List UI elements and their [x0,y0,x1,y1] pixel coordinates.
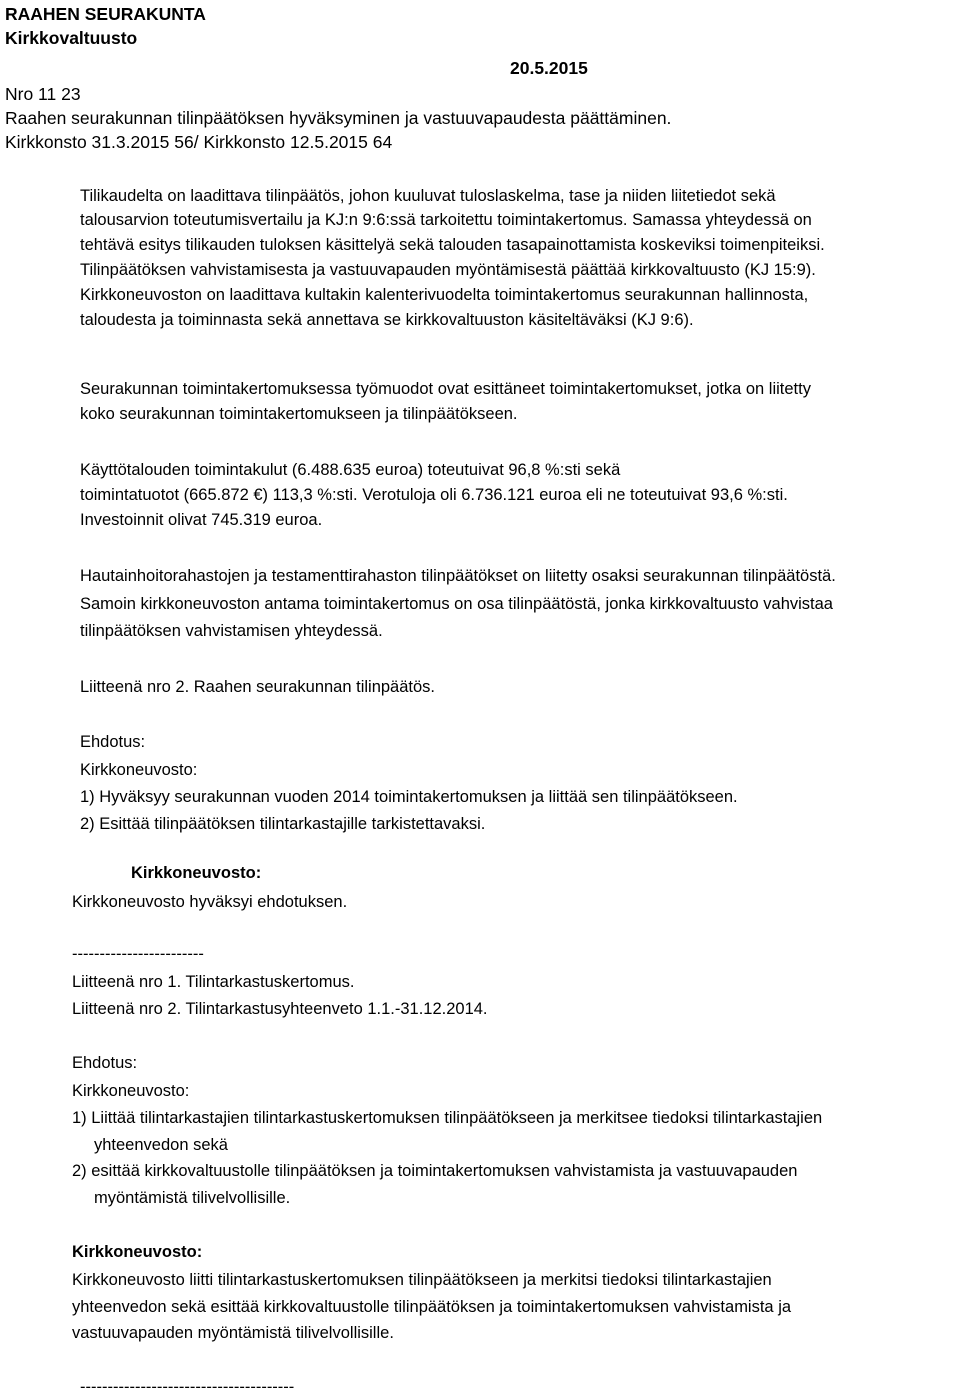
proposal-item: 2) Esittää tilinpäätöksen tilintarkastajille tarkistettavaksi. [80,815,486,833]
decision-text: vastuuvapauden myöntämistä tilivelvollisille. [72,1324,394,1342]
paragraph-line: Hautainhoitorahastojen ja testamenttirahaston tilinpäätökset on liitetty osaksi seurakunnan tilinpäätöstä. [80,567,836,585]
paragraph-line: Investoinnit olivat 745.319 euroa. [80,511,323,529]
proposal-item: 1) Liittää tilintarkastajien tilintarkastuskertomuksen tilinpäätökseen ja merkitsee tiedoksi tilintarkastajien [72,1109,823,1127]
attachment-line: Liitteenä nro 2. Raahen seurakunnan tilinpäätös. [80,678,435,696]
proposal-by: Kirkkoneuvosto: [80,761,198,779]
paragraph-line: tehtävä esitys tilikauden tuloksen käsittelyä sekä talouden tasapainottamista koskeviksi toimenpiteiksi. [80,236,825,254]
separator: ------------------------ [72,945,204,963]
paragraph-line: Kirkkoneuvoston on laadittava kultakin kalenterivuodelta toimintakertomus seurakunnan hallinnosta, [80,286,809,304]
paragraph-line: Samoin kirkkoneuvoston antama toimintakertomus on osa tilinpäätöstä, jonka kirkkovaltuusto vahvistaa [80,595,833,613]
decision-heading: Kirkkoneuvosto: [72,1243,203,1261]
proposal-item: 2) esittää kirkkovaltuustolle tilinpäätöksen ja toimintakertomuksen vahvistamista ja vastuuvapauden [72,1162,798,1180]
paragraph-line: Käyttötalouden toimintakulut (6.488.635 euroa) toteutuivat 96,8 %:sti sekä [80,461,621,479]
decision-text: Kirkkoneuvosto liitti tilintarkastuskertomuksen tilinpäätökseen ja merkitsi tiedoksi tilintarkastajien [72,1271,772,1289]
item-number: Nro 11 23 [5,84,81,104]
paragraph-line: taloudesta ja toiminnasta sekä annettava se kirkkovaltuuston käsiteltäväksi (KJ 9:6). [80,311,694,329]
meeting-body: Kirkkovaltuusto [5,28,138,48]
proposal-item: myöntämistä tilivelvollisille. [94,1189,291,1207]
decision-text: Kirkkoneuvosto hyväksyi ehdotuksen. [72,893,348,911]
proposal-heading: Ehdotus: [72,1054,138,1072]
paragraph-line: talousarvion toteutumisvertailu ja KJ:n 9:6:ssä tarkoitettu toimintakertomus. Samassa yhteydessä on [80,211,812,229]
decision-heading: Kirkkoneuvosto: [131,864,262,882]
separator: --------------------------------------- [80,1378,295,1396]
item-subject: Raahen seurakunnan tilinpäätöksen hyväksyminen ja vastuuvapaudesta päättäminen. [5,108,672,128]
paragraph-line: Seurakunnan toimintakertomuksessa työmuodot ovat esittäneet toimintakertomukset, jotka on liitetty [80,380,811,398]
proposal-item: yhteenvedon sekä [94,1136,228,1154]
item-references: Kirkkonsto 31.3.2015 56/ Kirkkonsto 12.5.2015 64 [5,132,393,152]
paragraph-line: toimintatuotot (665.872 €) 113,3 %:sti. Verotuloja oli 6.736.121 euroa eli ne toteutuivat 93,6 %:sti. [80,486,788,504]
proposal-item: 1) Hyväksyy seurakunnan vuoden 2014 toimintakertomuksen ja liittää sen tilinpäätökseen. [80,788,738,806]
paragraph-line: tilinpäätöksen vahvistamisen yhteydessä. [80,622,383,640]
attachment-line: Liitteenä nro 2. Tilintarkastusyhteenveto 1.1.-31.12.2014. [72,1000,488,1018]
proposal-by: Kirkkoneuvosto: [72,1082,190,1100]
proposal-heading: Ehdotus: [80,733,146,751]
organization-name: RAAHEN SEURAKUNTA [5,4,206,24]
attachment-line: Liitteenä nro 1. Tilintarkastuskertomus. [72,973,355,991]
paragraph-line: koko seurakunnan toimintakertomukseen ja tilinpäätökseen. [80,405,518,423]
paragraph-line: Tilinpäätöksen vahvistamisesta ja vastuuvapauden myöntämisestä päättää kirkkovaltuusto (KJ 15:9). [80,261,816,279]
meeting-date: 20.5.2015 [510,58,588,78]
decision-text: yhteenvedon sekä esittää kirkkovaltuustolle tilinpäätöksen ja toimintakertomuksen vahvistamista ja [72,1298,792,1316]
paragraph-line: Tilikaudelta on laadittava tilinpäätös, johon kuuluvat tuloslaskelma, tase ja niiden liitetiedot sekä [80,187,776,205]
